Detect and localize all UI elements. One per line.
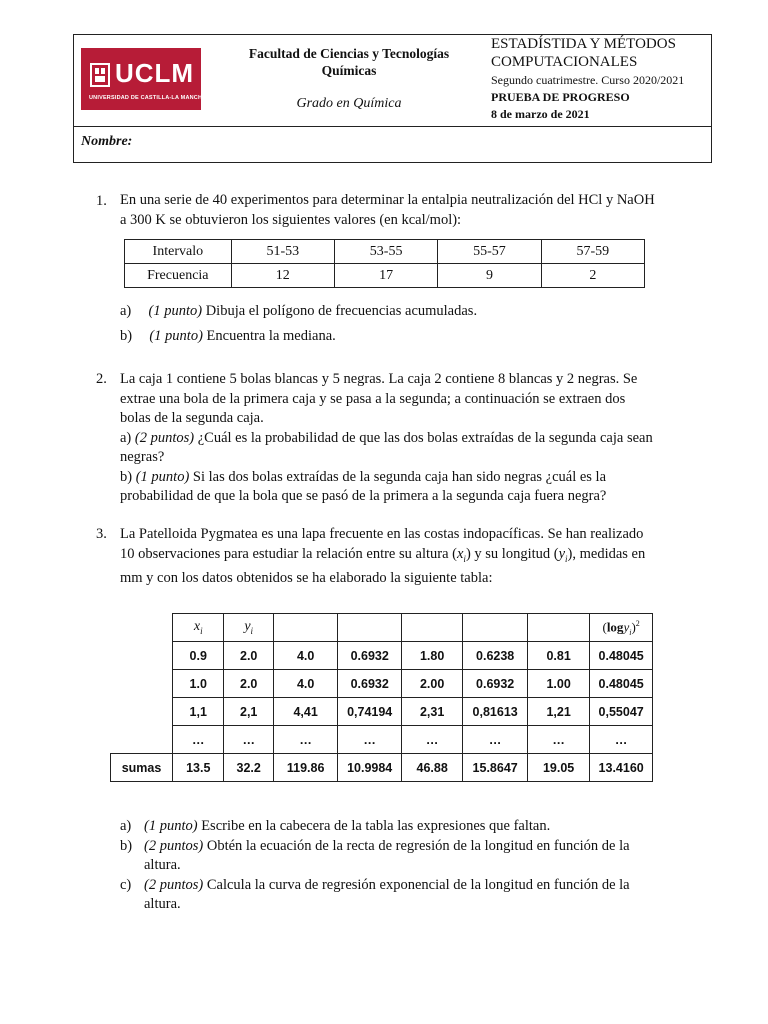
part-points: (2 puntos) <box>144 837 204 854</box>
table-cell: 2 <box>541 264 644 288</box>
sum-cell: 13.5 <box>173 754 224 782</box>
part-points: (2 puntos) <box>134 429 195 446</box>
sum-cell: 19.05 <box>527 754 589 782</box>
header-x <box>173 614 224 642</box>
uclm-logo <box>81 48 207 110</box>
sum-cell: 13.4160 <box>590 754 653 782</box>
part-label: a) <box>120 818 132 834</box>
header-symbol: y <box>244 619 251 635</box>
exam-title: PRUEBA DE PROGRESO <box>491 90 630 104</box>
question-2-number: 2. <box>96 371 107 387</box>
sum-cell: 32.2 <box>224 754 273 782</box>
table-row <box>111 670 653 698</box>
y-subscript: i <box>565 553 568 564</box>
table-cell: 9 <box>438 264 541 288</box>
sum-cell: 10.9984 <box>338 754 402 782</box>
part-text: Obtén la ecuación de la recta de regresión de la longitud en función de la <box>203 837 630 854</box>
q1-part-b <box>120 327 336 347</box>
q3-line-1: La Patelloida Pygmatea es una lapa frecuente en las costas indopacíficas. Se han realizado <box>120 526 644 542</box>
sum-cell: 46.88 <box>401 754 462 782</box>
header-empty[interactable] <box>273 614 337 642</box>
part-text: Dibuja el polígono de frecuencias acumuladas. <box>202 303 478 319</box>
table-cell: 55-57 <box>438 240 541 264</box>
q2-line-1: La caja 1 contiene 5 bolas blancas y 5 negras. La caja 2 contiene 8 blancas y 2 negras. Se <box>120 371 638 387</box>
q1-line-2: a 300 K se obtuvieron los siguientes valores (en kcal/mol): <box>120 211 462 228</box>
sum-cell: 119.86 <box>273 754 337 782</box>
sums-row <box>111 754 653 782</box>
table-cell: 17 <box>334 264 437 288</box>
table-cell: 2.0 <box>224 670 273 698</box>
part-text: Encuentra la mediana. <box>202 328 336 344</box>
table-header-row <box>111 614 653 642</box>
question-3-text <box>120 525 645 588</box>
table-cell: … <box>590 726 653 754</box>
table-cell: 53-55 <box>334 240 437 264</box>
table-cell: 0.6932 <box>338 670 402 698</box>
table-cell: 2,1 <box>224 698 273 726</box>
q3-part-b <box>120 837 680 876</box>
subject-title <box>491 35 676 71</box>
degree-name: Grado en Química <box>296 96 402 111</box>
table-cell: 0.6932 <box>338 642 402 670</box>
q2-line-3: bolas de la segunda caja. <box>120 410 264 426</box>
header-subscript: i <box>629 627 632 637</box>
table-cell: 4.0 <box>273 670 337 698</box>
table-row <box>125 240 645 264</box>
table-cell: 12 <box>231 264 334 288</box>
table-cell: 0.6932 <box>463 670 528 698</box>
q3-part-c <box>120 876 680 915</box>
table-cell: 1.80 <box>401 642 462 670</box>
part-label: b) <box>120 328 133 344</box>
table-cell: 4,41 <box>273 698 337 726</box>
q2-part-a-cont: negras? <box>120 449 165 465</box>
table-cell: … <box>224 726 273 754</box>
q3-part-a <box>120 817 680 837</box>
text-span: ) y su longitud ( <box>465 545 559 562</box>
table-cell: … <box>338 726 402 754</box>
table-cell: 0.48045 <box>590 670 653 698</box>
question-1-text <box>120 191 655 230</box>
empty-cell <box>111 726 173 754</box>
part-points: (1 punto) <box>135 468 190 485</box>
university-emblem-icon <box>89 62 111 88</box>
part-label: a) <box>120 429 135 446</box>
table-cell: … <box>173 726 224 754</box>
logo-subtitle: UNIVERSIDAD DE CASTILLA-LA MANCHA <box>89 95 207 101</box>
header-y <box>224 614 273 642</box>
q3-line-3: mm y con los datos obtenidos se ha elaborado la siguiente tabla: <box>120 569 493 586</box>
log-text: log <box>606 618 624 634</box>
table-cell: … <box>401 726 462 754</box>
header-empty[interactable] <box>463 614 528 642</box>
table-row <box>111 642 653 670</box>
text-span: 10 observaciones para estudiar la relación entre su altura ( <box>120 545 457 562</box>
part-label: a) <box>120 303 132 319</box>
question-2-text <box>120 370 653 507</box>
x-subscript: i <box>463 553 466 564</box>
table-cell: 1,1 <box>173 698 224 726</box>
q2-part-b-cont: probabilidad de que la bola que se pasó de la primera a la segunda caja fuera negra? <box>120 488 607 504</box>
part-text: Si las dos bolas extraídas de la segunda caja han sido negras ¿cuál es la <box>189 468 607 485</box>
table-row <box>125 264 645 288</box>
name-label: Nombre: <box>81 134 133 149</box>
table-cell: 4.0 <box>273 642 337 670</box>
table-cell: 2,31 <box>401 698 462 726</box>
table-cell: 1.0 <box>173 670 224 698</box>
part-text: Escribe en la cabecera de la tabla las expresiones que faltan. <box>197 818 551 834</box>
part-points: (1 punto) <box>149 328 203 344</box>
part-points: (2 puntos) <box>144 876 204 893</box>
table-cell: 0,55047 <box>590 698 653 726</box>
exam-date: 8 de marzo de 2021 <box>491 107 590 121</box>
part-label: b) <box>120 468 136 485</box>
exam-header <box>73 34 712 163</box>
empty-cell <box>111 698 173 726</box>
header-empty[interactable] <box>401 614 462 642</box>
x-symbol: x <box>456 545 464 562</box>
q1-part-a <box>120 302 477 322</box>
q2-line-2: extrae una bola de la primera caja y se pasa a la segunda; a continuación se extraen dos <box>120 390 626 407</box>
table-row <box>111 698 653 726</box>
q1-line-1: En una serie de 40 experimentos para determinar la entalpia neutralización del HCl y NaOH <box>120 192 655 208</box>
header-symbol: x <box>193 619 201 635</box>
text-span: ), medidas en <box>567 545 646 562</box>
part-text-cont: altura. <box>144 896 181 912</box>
subject-line-2: COMPUTACIONALES <box>491 54 638 70</box>
table-cell: 51-53 <box>231 240 334 264</box>
table-cell: 0,81613 <box>463 698 528 726</box>
header-subscript: i <box>200 625 203 636</box>
q2-part-a <box>120 429 653 449</box>
y-symbol: y <box>558 545 566 562</box>
part-points: (1 punto) <box>148 303 203 319</box>
frequency-table <box>124 239 645 288</box>
table-cell: 57-59 <box>541 240 644 264</box>
table-cell: 0.81 <box>527 642 589 670</box>
table-cell: … <box>527 726 589 754</box>
paren: ) <box>631 618 636 634</box>
q3-line-2 <box>120 545 645 569</box>
paren: ( <box>602 618 607 634</box>
table-cell: 0.6238 <box>463 642 528 670</box>
header-empty[interactable] <box>338 614 402 642</box>
part-text-cont: altura. <box>144 857 181 873</box>
header-log-y-squared <box>590 614 653 642</box>
logo-text: UCLM <box>115 58 195 88</box>
header-subscript: i <box>250 625 254 636</box>
part-points: (1 punto) <box>144 818 198 834</box>
table-cell: 2.0 <box>224 642 273 670</box>
empty-cell <box>111 642 173 670</box>
table-cell: … <box>463 726 528 754</box>
part-label: c) <box>120 876 132 893</box>
empty-cell <box>111 614 173 642</box>
table-cell: Intervalo <box>125 240 232 264</box>
q2-part-b <box>120 468 653 488</box>
table-row <box>111 726 653 754</box>
sums-label: sumas <box>111 754 173 782</box>
question-1-number: 1. <box>96 193 107 209</box>
header-divider <box>74 126 711 127</box>
part-text: Calcula la curva de regresión exponencial de la longitud en función de la <box>203 876 630 893</box>
faculty-name: Facultad de Ciencias y Tecnologías Químicas <box>248 46 450 78</box>
header-symbol: y <box>623 618 630 634</box>
subject-line-1: ESTADÍSTIDA Y MÉTODOS <box>491 36 676 52</box>
table-cell: Frecuencia <box>125 264 232 288</box>
table-cell: 2.00 <box>401 670 462 698</box>
header-superscript: 2 <box>635 618 640 628</box>
regression-table <box>110 613 653 782</box>
table-cell: 1,21 <box>527 698 589 726</box>
part-label: b) <box>120 837 133 854</box>
table-cell: … <box>273 726 337 754</box>
course-info: Segundo cuatrimestre. Curso 2020/2021 <box>491 73 685 87</box>
empty-cell <box>111 670 173 698</box>
table-cell: 1.00 <box>527 670 589 698</box>
question-3-number: 3. <box>96 526 107 542</box>
q3-parts <box>120 817 680 915</box>
sum-cell: 15.8647 <box>463 754 528 782</box>
part-text: ¿Cuál es la probabilidad de que las dos bolas extraídas de la segunda caja sean <box>194 429 653 446</box>
table-cell: 0.9 <box>173 642 224 670</box>
table-cell: 0,74194 <box>338 698 402 726</box>
header-empty[interactable] <box>527 614 589 642</box>
table-cell: 0.48045 <box>590 642 653 670</box>
